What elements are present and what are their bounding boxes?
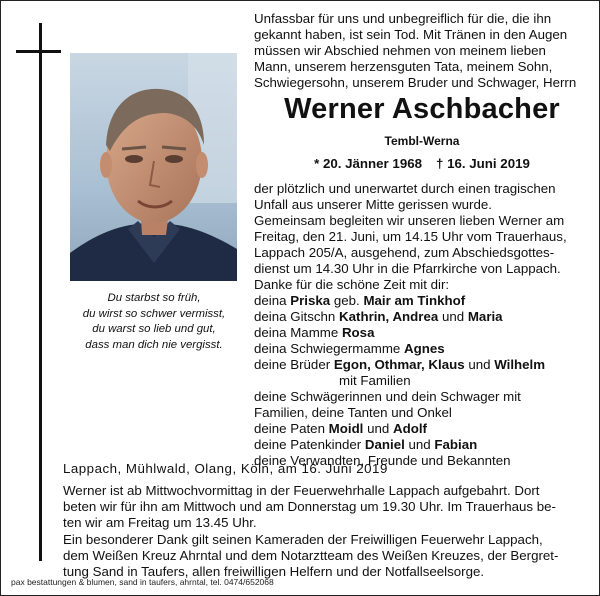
mourner-godparents: deine Paten Moidl und Adolf — [254, 421, 427, 436]
cross-bar — [16, 50, 61, 53]
mourner-mother: deina Mamme Rosa — [254, 325, 375, 340]
poem-line: du warst so lieb und gut, — [92, 323, 216, 335]
ceremony-line: Freitag, den 21. Juni, um 14.15 Uhr vom Trauerhaus, — [254, 229, 567, 244]
memorial-poem — [61, 291, 247, 353]
thanks-intro: Danke für die schöne Zeit mit dir: — [254, 277, 450, 292]
intro-line: gekannt haben, ist sein Tod. Mit Tränen in den Augen — [254, 27, 568, 42]
birth-date: * 20. Jänner 1968 — [314, 156, 423, 171]
death-line: der plötzlich und unerwartet durch einen tragischen — [254, 181, 556, 196]
ceremony-line: Gemeinsam begleiten wir unseren lieben Werner am — [254, 213, 565, 228]
ceremony-line: Lappach 205/A, ausgehend, zum Abschiedsgottes- — [254, 245, 555, 260]
mourner-brothers: deine Brüder Egon, Othmar, Klaus und Wilhelm — [254, 357, 546, 372]
ceremony-info — [254, 213, 590, 277]
poem-line: du wirst so schwer vermisst, — [82, 307, 226, 320]
poem-line: Du starbst so früh, — [107, 292, 201, 304]
viewing-line: beten wir für ihn am Mittwoch und am Donnerstag um 19.30 Uhr. Im Trauerhaus be- — [63, 499, 556, 514]
gratitude-line: dem Weißen Kreuz Ahrntal und dem Notarztteam des Weißen Kreuzes, der Bergret- — [63, 548, 559, 563]
mourner-godchildren: deine Patenkinder Daniel und Fabian — [254, 437, 478, 452]
death-date: † 16. Juni 2019 — [436, 156, 530, 171]
mourner-relatives: deine Verwandten, Freunde und Bekannten — [254, 453, 511, 468]
mourner-brothers-families: mit Familien — [339, 373, 411, 388]
ceremony-line: dienst um 14.30 Uhr in die Pfarrkirche von Lappach. — [254, 261, 561, 276]
intro-line: Mann, unserem herzensguten Tata, meinem Sohn, — [254, 59, 553, 74]
portrait-photo — [70, 53, 237, 281]
death-description — [254, 181, 590, 213]
mourner-wife: deina Priska geb. Mair am Tinkhof — [254, 293, 466, 308]
viewing-line: ten wir am Freitag um 13.45 Uhr. — [63, 515, 257, 530]
portrait-image — [70, 53, 237, 281]
mourner-in-laws: Familien, deine Tanten und Onkel — [254, 405, 452, 420]
intro-line: Schwiegersohn, unserem Bruder und Schwager, Herrn — [254, 75, 577, 90]
gratitude-line: tung Sand in Taufers, allen freiwilligen Helfern und der Notfallseelsorge. — [63, 564, 485, 579]
special-thanks — [63, 532, 591, 580]
undertaker-footer: pax bestattungen & blumen, sand in taufers, ahrntal, tel. 0474/652068 — [11, 577, 274, 587]
mourner-in-laws: deine Schwägerinnen und dein Schwager mit — [254, 389, 521, 404]
intro-line: Unfassbar für uns und unbegreiflich für die, die ihn — [254, 11, 552, 26]
home-place: Tembl-Werna — [384, 134, 460, 148]
mourner-children: deina Gitschn Kathrin, Andrea und Maria — [254, 309, 503, 324]
intro-line: müssen wir Abschied nehmen von meinem lieben — [254, 43, 546, 58]
location-date: Lappach, Mühlwald, Olang, Köln, am 16. Juni 2019 — [63, 461, 388, 476]
deceased-name: Werner Aschbacher — [284, 93, 560, 125]
intro-text — [254, 11, 590, 91]
cross-icon — [39, 23, 42, 561]
life-dates — [254, 156, 590, 172]
poem-line: dass man dich nie vergisst. — [85, 338, 223, 351]
viewing-info — [63, 483, 591, 531]
mourner-mother-in-law: deina Schwiegermamme Agnes — [254, 341, 445, 356]
viewing-line: Werner ist ab Mittwochvormittag in der Feuerwehrhalle Lappach aufgebahrt. Dort — [63, 483, 540, 498]
death-line: Unfall aus unserer Mitte gerissen wurde. — [254, 197, 492, 212]
gratitude-line: Ein besonderer Dank gilt seinen Kameraden der Freiwilligen Feuerwehr Lappach, — [63, 532, 543, 547]
mourners-list — [254, 277, 590, 469]
